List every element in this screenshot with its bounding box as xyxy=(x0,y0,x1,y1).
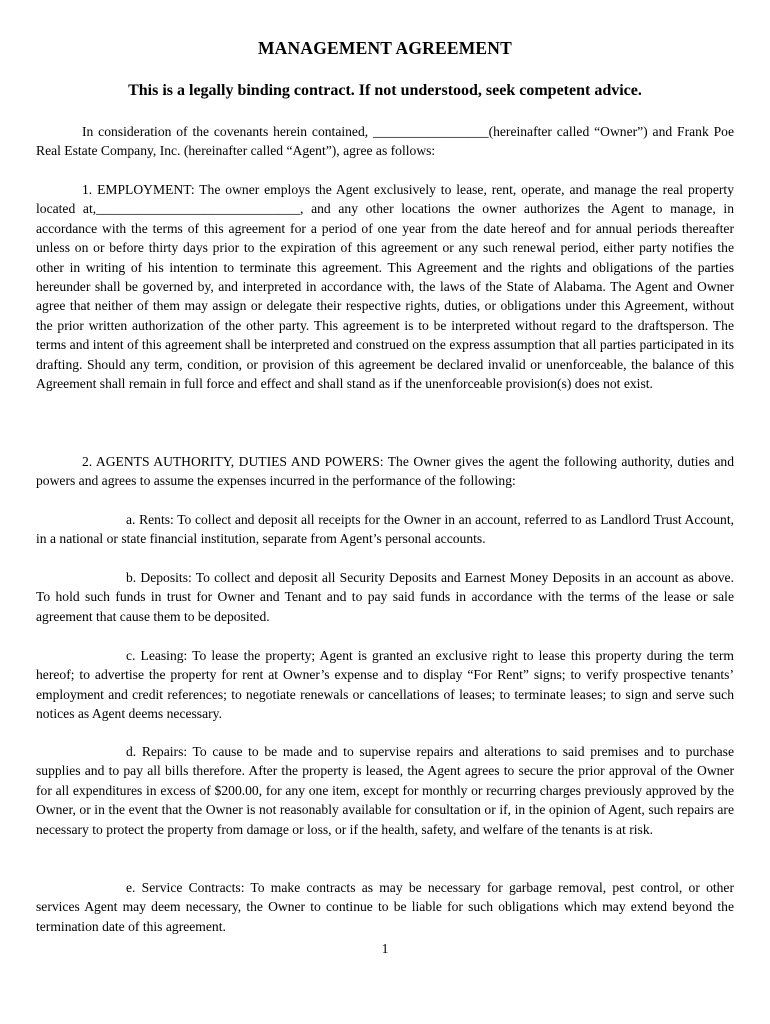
item-e-text: e. Service Contracts: To make contracts as may be necessary for garbage removal, pest control, or other services Agent may deem necessary, the Owner to continue to be liable for such obligations which may extend beyond the termination date of this agreement. xyxy=(36,880,734,934)
section-1-text: 1. EMPLOYMENT: The owner employs the Agent exclusively to lease, rent, operate, and manage the real property located at,______________________________, and any other locations the owner authorizes the Agent to manage, in accordance with the terms of this agreement for a period of one year from the date hereof and for annual periods thereafter unless on or before thirty days prior to the expiration of this agreement or any such renewal period, either party notifies the other in writing of his intention to terminate this agreement. This Agreement and the rights and obligations of the parties hereunder shall be governed by, and interpreted in accordance with, the laws of the State of Alabama. The Agent and Owner agree that neither of them may assign or delegate their respective rights, duties, or obligations under this Agreement, without the prior written authorization of the other party. This agreement is to be interpreted without regard to the draftsperson. The terms and intent of this agreement shall be interpreted and construed on the express assumption that all parties participated in its drafting. Should any term, condition, or provision of this agreement be declared invalid or unenforceable, the balance of this Agreement shall remain in full force and effect and shall stand as if the unenforceable provision(s) does not exist. xyxy=(36,182,734,392)
item-b-deposits xyxy=(36,568,734,626)
item-d-text: d. Repairs: To cause to be made and to supervise repairs and alterations to said premises and to purchase supplies and to pay all bills therefore. After the property is leased, the Agent agrees to secure the prior approval of the Owner for all expenditures in excess of $200.00, for any one item, except for monthly or recurring charges previously approved by the Owner, or in the event that the Owner is not reasonably available for consultation or if, in the opinion of Agent, such repairs are necessary to protect the property from damage or loss, or if the health, safety, and welfare of the tenants is at risk. xyxy=(36,744,734,837)
item-a-rents xyxy=(36,510,734,549)
intro-text: In consideration of the covenants herein contained, _________________(hereinafter called “Owner”) and Frank Poe Real Estate Company, Inc. (hereinafter called “Agent”), agree as follows: xyxy=(36,124,734,159)
item-c-leasing xyxy=(36,646,734,724)
item-a-text: a. Rents: To collect and deposit all receipts for the Owner in an account, referred to as Landlord Trust Account, in a national or state financial institution, separate from Agent’s personal accounts. xyxy=(36,512,734,547)
page-number: 1 xyxy=(381,941,389,956)
item-d-repairs xyxy=(36,742,734,839)
section-2-authority xyxy=(36,452,734,491)
intro-paragraph xyxy=(36,122,734,161)
document-subtitle: This is a legally binding contract. If not understood, seek competent advice. xyxy=(128,82,642,99)
document-title: MANAGEMENT AGREEMENT xyxy=(257,38,513,58)
section-1-employment xyxy=(36,180,734,393)
item-c-text: c. Leasing: To lease the property; Agent is granted an exclusive right to lease this property during the term hereof; to advertise the property for rent at Owner’s expense and to display “For Rent” signs; to verify prospective tenants’ employment and credit references; to negotiate renewals or cancellations of leases; to terminate leases; to sign and serve such notices as Agent deems necessary. xyxy=(36,648,734,722)
section-2-text: 2. AGENTS AUTHORITY, DUTIES AND POWERS: The Owner gives the agent the following authority, duties and powers and agrees to assume the expenses incurred in the performance of the following: xyxy=(36,454,734,489)
item-b-text: b. Deposits: To collect and deposit all Security Deposits and Earnest Money Deposits in an account as above. To hold such funds in trust for Owner and Tenant and to pay said funds in accordance with the terms of the lease or sale agreement that cause them to be deposited. xyxy=(36,570,734,624)
item-e-service-contracts xyxy=(36,878,734,936)
